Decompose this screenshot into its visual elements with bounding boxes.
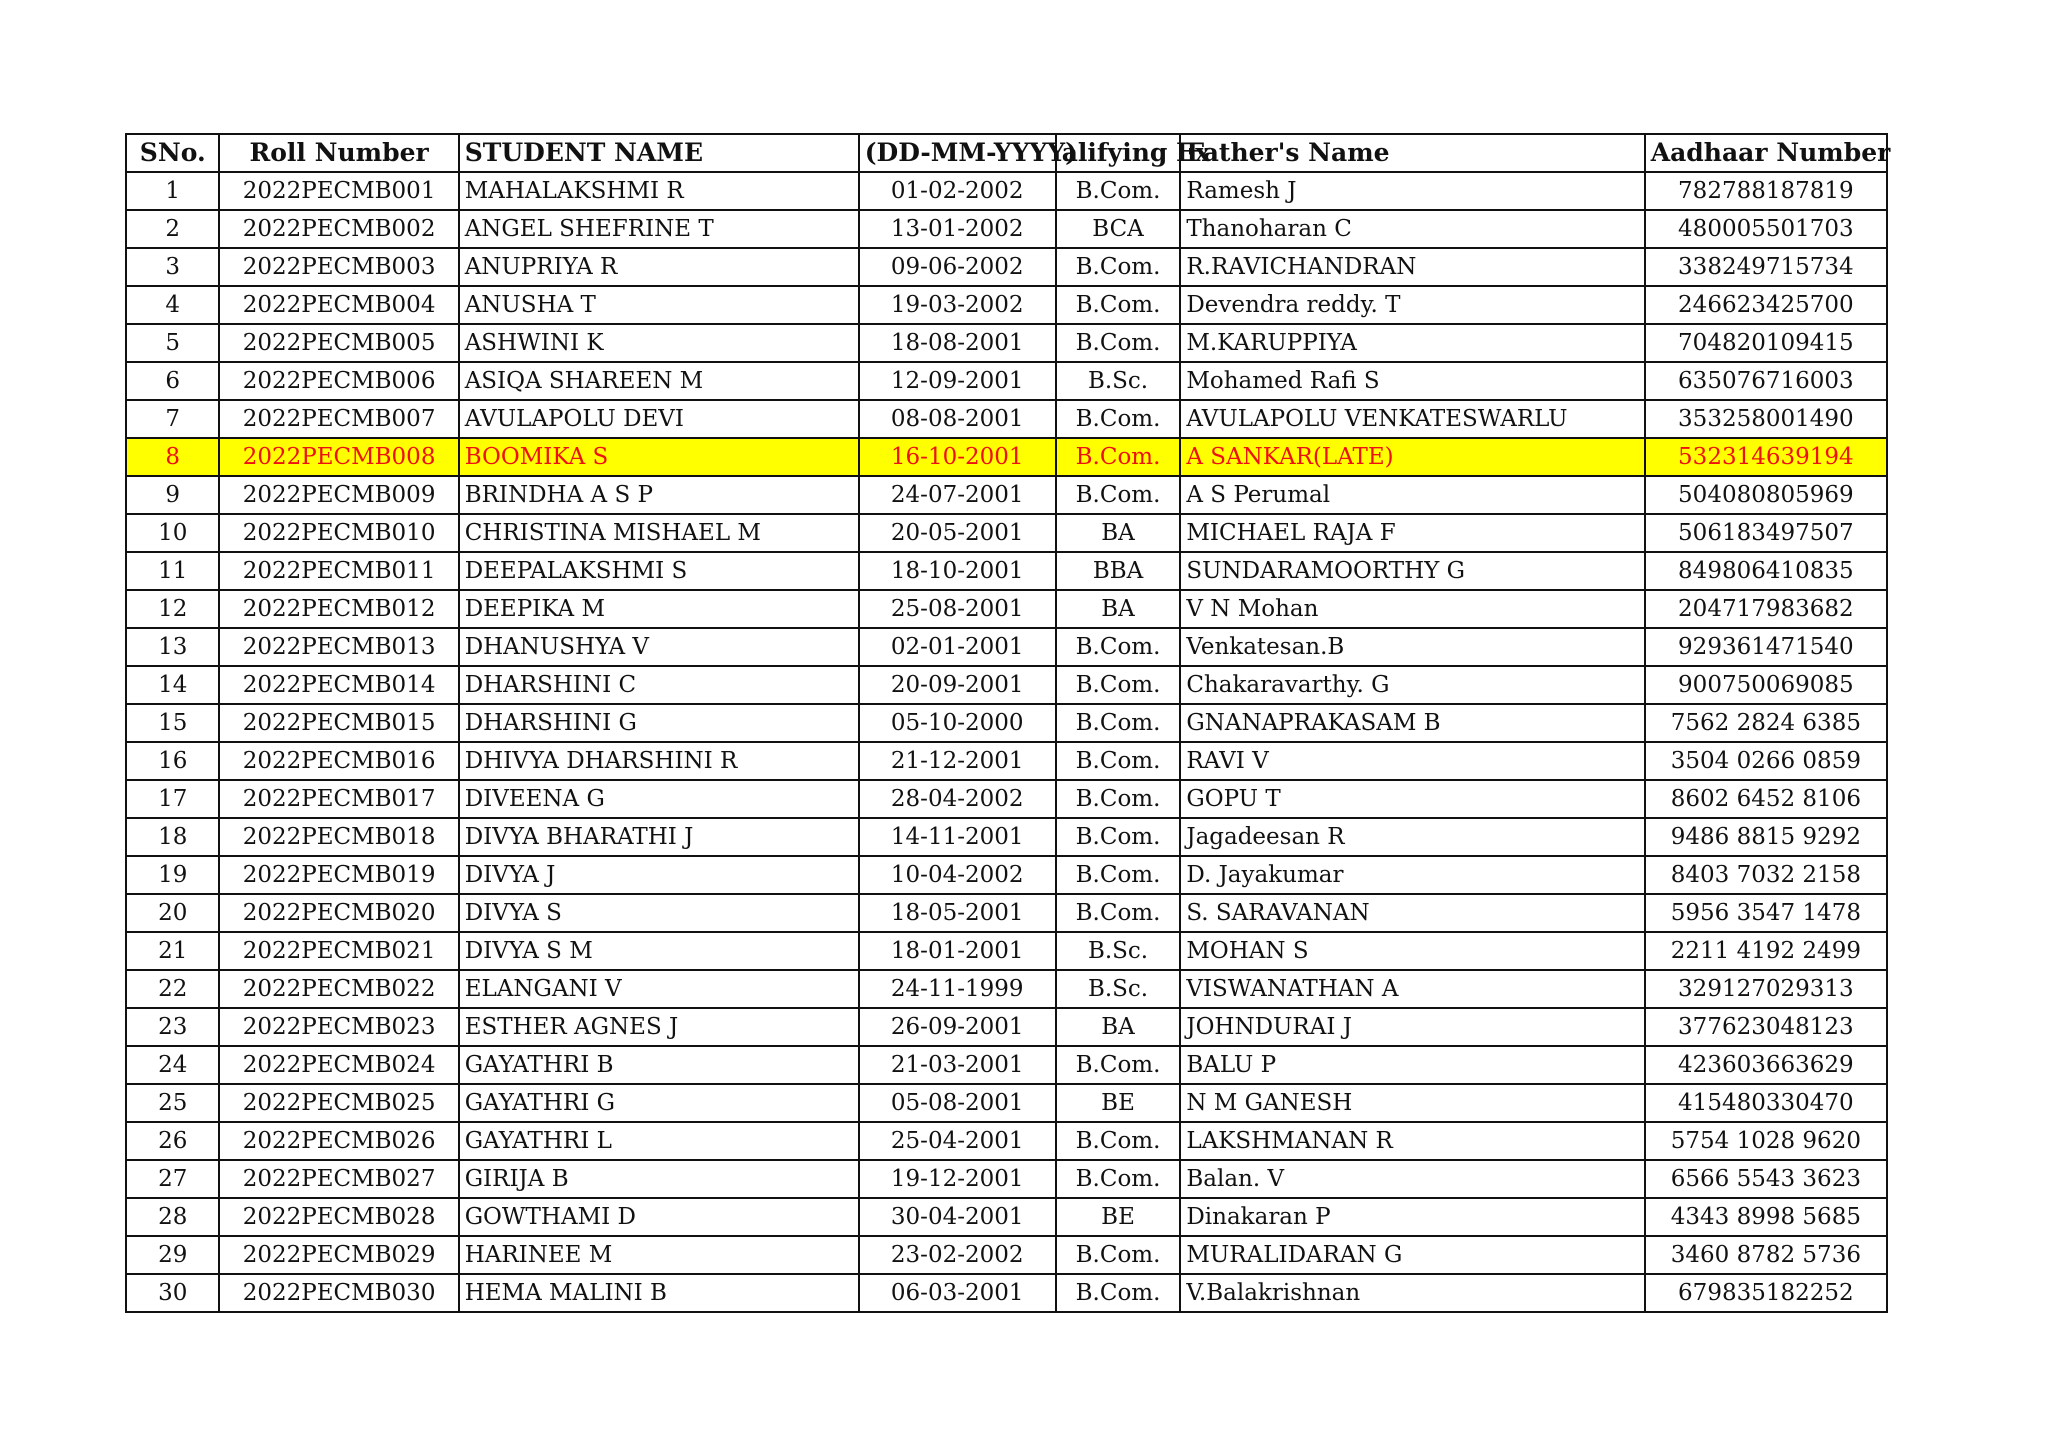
sno-cell: 18 [126, 818, 219, 856]
sno-cell: 17 [126, 780, 219, 818]
qualifying-exam-cell: B.Com. [1056, 856, 1181, 894]
dob-cell: 01-02-2002 [859, 172, 1056, 210]
table-row [126, 666, 1887, 704]
fathers-name-cell: Balan. V [1180, 1160, 1644, 1198]
header-date-of-birth: (DD-MM-YYYY) [859, 134, 1056, 172]
table-row [126, 742, 1887, 780]
header-row [126, 134, 1887, 172]
aadhaar-number-cell: 679835182252 [1645, 1274, 1887, 1312]
qualifying-exam-cell: B.Com. [1056, 172, 1181, 210]
student-name-cell: ELANGANI V [459, 970, 859, 1008]
roll-number-cell: 2022PECMB028 [219, 1198, 458, 1236]
fathers-name-cell: A S Perumal [1180, 476, 1644, 514]
fathers-name-cell: V N Mohan [1180, 590, 1644, 628]
dob-cell: 10-04-2002 [859, 856, 1056, 894]
roll-number-cell: 2022PECMB011 [219, 552, 458, 590]
aadhaar-number-cell: 5956 3547 1478 [1645, 894, 1887, 932]
dob-cell: 06-03-2001 [859, 1274, 1056, 1312]
qualifying-exam-cell: B.Com. [1056, 818, 1181, 856]
sno-cell: 3 [126, 248, 219, 286]
student-name-cell: GAYATHRI B [459, 1046, 859, 1084]
qualifying-exam-cell: B.Sc. [1056, 362, 1181, 400]
student-name-cell: DHARSHINI C [459, 666, 859, 704]
qualifying-exam-cell: B.Com. [1056, 324, 1181, 362]
fathers-name-cell: D. Jayakumar [1180, 856, 1644, 894]
header-sno: SNo. [126, 134, 219, 172]
table-row [126, 1008, 1887, 1046]
fathers-name-cell: RAVI V [1180, 742, 1644, 780]
qualifying-exam-cell: BE [1056, 1084, 1181, 1122]
qualifying-exam-cell: BBA [1056, 552, 1181, 590]
student-name-cell: AVULAPOLU DEVI [459, 400, 859, 438]
table-row [126, 704, 1887, 742]
aadhaar-number-cell: 246623425700 [1645, 286, 1887, 324]
sno-cell: 13 [126, 628, 219, 666]
sno-cell: 1 [126, 172, 219, 210]
aadhaar-number-cell: 3460 8782 5736 [1645, 1236, 1887, 1274]
sno-cell: 25 [126, 1084, 219, 1122]
fathers-name-cell: R.RAVICHANDRAN [1180, 248, 1644, 286]
sno-cell: 15 [126, 704, 219, 742]
table-row [126, 552, 1887, 590]
aadhaar-number-cell: 929361471540 [1645, 628, 1887, 666]
qualifying-exam-cell: B.Com. [1056, 628, 1181, 666]
student-name-cell: DHIVYA DHARSHINI R [459, 742, 859, 780]
roll-number-cell: 2022PECMB019 [219, 856, 458, 894]
student-name-cell: ESTHER AGNES J [459, 1008, 859, 1046]
sno-cell: 11 [126, 552, 219, 590]
dob-cell: 12-09-2001 [859, 362, 1056, 400]
table-row [126, 324, 1887, 362]
sno-cell: 26 [126, 1122, 219, 1160]
aadhaar-number-cell: 377623048123 [1645, 1008, 1887, 1046]
student-name-cell: GOWTHAMI D [459, 1198, 859, 1236]
sno-cell: 9 [126, 476, 219, 514]
roll-number-cell: 2022PECMB004 [219, 286, 458, 324]
dob-cell: 14-11-2001 [859, 818, 1056, 856]
aadhaar-number-cell: 3504 0266 0859 [1645, 742, 1887, 780]
student-name-cell: DHANUSHYA V [459, 628, 859, 666]
dob-cell: 26-09-2001 [859, 1008, 1056, 1046]
dob-cell: 18-08-2001 [859, 324, 1056, 362]
fathers-name-cell: N M GANESH [1180, 1084, 1644, 1122]
table-row [126, 248, 1887, 286]
dob-cell: 19-12-2001 [859, 1160, 1056, 1198]
dob-cell: 30-04-2001 [859, 1198, 1056, 1236]
fathers-name-cell: BALU P [1180, 1046, 1644, 1084]
roll-number-cell: 2022PECMB026 [219, 1122, 458, 1160]
roll-number-cell: 2022PECMB010 [219, 514, 458, 552]
fathers-name-cell: SUNDARAMOORTHY G [1180, 552, 1644, 590]
roll-number-cell: 2022PECMB024 [219, 1046, 458, 1084]
roll-number-cell: 2022PECMB008 [219, 438, 458, 476]
qualifying-exam-cell: B.Sc. [1056, 970, 1181, 1008]
table-row [126, 628, 1887, 666]
fathers-name-cell: Chakaravarthy. G [1180, 666, 1644, 704]
dob-cell: 20-05-2001 [859, 514, 1056, 552]
header-fathers-name: Father's Name [1180, 134, 1644, 172]
qualifying-exam-cell: B.Com. [1056, 666, 1181, 704]
roll-number-cell: 2022PECMB005 [219, 324, 458, 362]
roll-number-cell: 2022PECMB020 [219, 894, 458, 932]
dob-cell: 18-10-2001 [859, 552, 1056, 590]
aadhaar-number-cell: 9486 8815 9292 [1645, 818, 1887, 856]
student-name-cell: ANUSHA T [459, 286, 859, 324]
table-row [126, 286, 1887, 324]
sno-cell: 2 [126, 210, 219, 248]
qualifying-exam-cell: B.Com. [1056, 704, 1181, 742]
aadhaar-number-cell: 900750069085 [1645, 666, 1887, 704]
fathers-name-cell: MURALIDARAN G [1180, 1236, 1644, 1274]
fathers-name-cell: Dinakaran P [1180, 1198, 1644, 1236]
aadhaar-number-cell: 6566 5543 3623 [1645, 1160, 1887, 1198]
table-row [126, 894, 1887, 932]
student-name-cell: GAYATHRI L [459, 1122, 859, 1160]
aadhaar-number-cell: 849806410835 [1645, 552, 1887, 590]
sno-cell: 12 [126, 590, 219, 628]
dob-cell: 05-08-2001 [859, 1084, 1056, 1122]
sno-cell: 28 [126, 1198, 219, 1236]
table-row [126, 1236, 1887, 1274]
student-name-cell: HEMA MALINI B [459, 1274, 859, 1312]
roll-number-cell: 2022PECMB022 [219, 970, 458, 1008]
student-name-cell: ASHWINI K [459, 324, 859, 362]
roll-number-cell: 2022PECMB023 [219, 1008, 458, 1046]
aadhaar-number-cell: 423603663629 [1645, 1046, 1887, 1084]
aadhaar-number-cell: 532314639194 [1645, 438, 1887, 476]
fathers-name-cell: V.Balakrishnan [1180, 1274, 1644, 1312]
qualifying-exam-cell: B.Com. [1056, 286, 1181, 324]
roll-number-cell: 2022PECMB002 [219, 210, 458, 248]
roll-number-cell: 2022PECMB006 [219, 362, 458, 400]
fathers-name-cell: GNANAPRAKASAM B [1180, 704, 1644, 742]
fathers-name-cell: GOPU T [1180, 780, 1644, 818]
qualifying-exam-cell: BA [1056, 1008, 1181, 1046]
table-row [126, 932, 1887, 970]
table-row [126, 970, 1887, 1008]
fathers-name-cell: Devendra reddy. T [1180, 286, 1644, 324]
fathers-name-cell: MOHAN S [1180, 932, 1644, 970]
dob-cell: 24-07-2001 [859, 476, 1056, 514]
roll-number-cell: 2022PECMB025 [219, 1084, 458, 1122]
aadhaar-number-cell: 504080805969 [1645, 476, 1887, 514]
table-row [126, 780, 1887, 818]
dob-cell: 25-04-2001 [859, 1122, 1056, 1160]
student-name-cell: DIVEENA G [459, 780, 859, 818]
fathers-name-cell: Mohamed Rafi S [1180, 362, 1644, 400]
sno-cell: 8 [126, 438, 219, 476]
dob-cell: 18-01-2001 [859, 932, 1056, 970]
sno-cell: 16 [126, 742, 219, 780]
sno-cell: 4 [126, 286, 219, 324]
fathers-name-cell: A SANKAR(LATE) [1180, 438, 1644, 476]
dob-cell: 08-08-2001 [859, 400, 1056, 438]
qualifying-exam-cell: B.Com. [1056, 780, 1181, 818]
aadhaar-number-cell: 782788187819 [1645, 172, 1887, 210]
roll-number-cell: 2022PECMB021 [219, 932, 458, 970]
aadhaar-number-cell: 329127029313 [1645, 970, 1887, 1008]
roll-number-cell: 2022PECMB029 [219, 1236, 458, 1274]
student-name-cell: DIVYA BHARATHI J [459, 818, 859, 856]
fathers-name-cell: Thanoharan C [1180, 210, 1644, 248]
dob-cell: 21-03-2001 [859, 1046, 1056, 1084]
roll-number-cell: 2022PECMB009 [219, 476, 458, 514]
header-qualifying-exam: alifying Ex [1056, 134, 1181, 172]
student-name-cell: GIRIJA B [459, 1160, 859, 1198]
qualifying-exam-cell: B.Com. [1056, 1274, 1181, 1312]
qualifying-exam-cell: B.Com. [1056, 1122, 1181, 1160]
fathers-name-cell: LAKSHMANAN R [1180, 1122, 1644, 1160]
aadhaar-number-cell: 204717983682 [1645, 590, 1887, 628]
fathers-name-cell: VISWANATHAN A [1180, 970, 1644, 1008]
dob-cell: 23-02-2002 [859, 1236, 1056, 1274]
aadhaar-number-cell: 7562 2824 6385 [1645, 704, 1887, 742]
table-row [126, 856, 1887, 894]
student-name-cell: DHARSHINI G [459, 704, 859, 742]
fathers-name-cell: AVULAPOLU VENKATESWARLU [1180, 400, 1644, 438]
dob-cell: 18-05-2001 [859, 894, 1056, 932]
table-row [126, 400, 1887, 438]
sno-cell: 23 [126, 1008, 219, 1046]
dob-cell: 16-10-2001 [859, 438, 1056, 476]
dob-cell: 20-09-2001 [859, 666, 1056, 704]
dob-cell: 13-01-2002 [859, 210, 1056, 248]
table-row [126, 172, 1887, 210]
qualifying-exam-cell: B.Com. [1056, 1046, 1181, 1084]
qualifying-exam-cell: B.Com. [1056, 438, 1181, 476]
table-row [126, 210, 1887, 248]
table-row [126, 476, 1887, 514]
table-row [126, 818, 1887, 856]
table-row [126, 1046, 1887, 1084]
table-row [126, 514, 1887, 552]
qualifying-exam-cell: B.Com. [1056, 742, 1181, 780]
qualifying-exam-cell: B.Com. [1056, 1236, 1181, 1274]
roll-number-cell: 2022PECMB012 [219, 590, 458, 628]
student-name-cell: BOOMIKA S [459, 438, 859, 476]
qualifying-exam-cell: B.Sc. [1056, 932, 1181, 970]
fathers-name-cell: Jagadeesan R [1180, 818, 1644, 856]
qualifying-exam-cell: BE [1056, 1198, 1181, 1236]
roll-number-cell: 2022PECMB007 [219, 400, 458, 438]
table-row [126, 1122, 1887, 1160]
sno-cell: 19 [126, 856, 219, 894]
table-body [126, 172, 1887, 1312]
table-row [126, 1198, 1887, 1236]
student-name-cell: HARINEE M [459, 1236, 859, 1274]
roll-number-cell: 2022PECMB030 [219, 1274, 458, 1312]
qualifying-exam-cell: BA [1056, 590, 1181, 628]
student-name-cell: CHRISTINA MISHAEL M [459, 514, 859, 552]
roll-number-cell: 2022PECMB001 [219, 172, 458, 210]
table-row [126, 438, 1887, 476]
qualifying-exam-cell: BA [1056, 514, 1181, 552]
fathers-name-cell: S. SARAVANAN [1180, 894, 1644, 932]
qualifying-exam-cell: BCA [1056, 210, 1181, 248]
sno-cell: 14 [126, 666, 219, 704]
aadhaar-number-cell: 704820109415 [1645, 324, 1887, 362]
sno-cell: 10 [126, 514, 219, 552]
fathers-name-cell: MICHAEL RAJA F [1180, 514, 1644, 552]
fathers-name-cell: Venkatesan.B [1180, 628, 1644, 666]
dob-cell: 25-08-2001 [859, 590, 1056, 628]
header-aadhaar-number: Aadhaar Number [1645, 134, 1887, 172]
sno-cell: 6 [126, 362, 219, 400]
sno-cell: 27 [126, 1160, 219, 1198]
roll-number-cell: 2022PECMB013 [219, 628, 458, 666]
dob-cell: 02-01-2001 [859, 628, 1056, 666]
roll-number-cell: 2022PECMB014 [219, 666, 458, 704]
roll-number-cell: 2022PECMB016 [219, 742, 458, 780]
roll-number-cell: 2022PECMB017 [219, 780, 458, 818]
fathers-name-cell: M.KARUPPIYA [1180, 324, 1644, 362]
aadhaar-number-cell: 5754 1028 9620 [1645, 1122, 1887, 1160]
aadhaar-number-cell: 2211 4192 2499 [1645, 932, 1887, 970]
student-name-cell: BRINDHA A S P [459, 476, 859, 514]
aadhaar-number-cell: 4343 8998 5685 [1645, 1198, 1887, 1236]
fathers-name-cell: JOHNDURAI J [1180, 1008, 1644, 1046]
qualifying-exam-cell: B.Com. [1056, 894, 1181, 932]
roll-number-cell: 2022PECMB018 [219, 818, 458, 856]
aadhaar-number-cell: 415480330470 [1645, 1084, 1887, 1122]
dob-cell: 05-10-2000 [859, 704, 1056, 742]
student-name-cell: MAHALAKSHMI R [459, 172, 859, 210]
fathers-name-cell: Ramesh J [1180, 172, 1644, 210]
table-row [126, 590, 1887, 628]
dob-cell: 09-06-2002 [859, 248, 1056, 286]
sno-cell: 22 [126, 970, 219, 1008]
sno-cell: 29 [126, 1236, 219, 1274]
student-name-cell: GAYATHRI G [459, 1084, 859, 1122]
table-row [126, 1160, 1887, 1198]
roll-number-cell: 2022PECMB015 [219, 704, 458, 742]
roll-number-cell: 2022PECMB027 [219, 1160, 458, 1198]
qualifying-exam-cell: B.Com. [1056, 476, 1181, 514]
sno-cell: 7 [126, 400, 219, 438]
student-name-cell: DEEPALAKSHMI S [459, 552, 859, 590]
student-table [125, 133, 1891, 1313]
header-roll-number: Roll Number [219, 134, 458, 172]
aadhaar-number-cell: 338249715734 [1645, 248, 1887, 286]
aadhaar-number-cell: 506183497507 [1645, 514, 1887, 552]
roll-number-cell: 2022PECMB003 [219, 248, 458, 286]
student-name-cell: ANUPRIYA R [459, 248, 859, 286]
dob-cell: 28-04-2002 [859, 780, 1056, 818]
student-name-cell: DIVYA S M [459, 932, 859, 970]
qualifying-exam-cell: B.Com. [1056, 248, 1181, 286]
student-name-cell: DIVYA S [459, 894, 859, 932]
aadhaar-number-cell: 353258001490 [1645, 400, 1887, 438]
student-name-cell: ASIQA SHAREEN M [459, 362, 859, 400]
sno-cell: 5 [126, 324, 219, 362]
aadhaar-number-cell: 8602 6452 8106 [1645, 780, 1887, 818]
header-student-name: STUDENT NAME [459, 134, 859, 172]
student-name-cell: DEEPIKA M [459, 590, 859, 628]
table-row [126, 362, 1887, 400]
student-name-cell: ANGEL SHEFRINE T [459, 210, 859, 248]
sno-cell: 21 [126, 932, 219, 970]
qualifying-exam-cell: B.Com. [1056, 1160, 1181, 1198]
sno-cell: 30 [126, 1274, 219, 1312]
dob-cell: 21-12-2001 [859, 742, 1056, 780]
aadhaar-number-cell: 8403 7032 2158 [1645, 856, 1887, 894]
table-row [126, 1274, 1887, 1312]
student-name-cell: DIVYA J [459, 856, 859, 894]
aadhaar-number-cell: 635076716003 [1645, 362, 1887, 400]
sno-cell: 24 [126, 1046, 219, 1084]
qualifying-exam-cell: B.Com. [1056, 400, 1181, 438]
aadhaar-number-cell: 480005501703 [1645, 210, 1887, 248]
dob-cell: 19-03-2002 [859, 286, 1056, 324]
sno-cell: 20 [126, 894, 219, 932]
table-row [126, 1084, 1887, 1122]
dob-cell: 24-11-1999 [859, 970, 1056, 1008]
